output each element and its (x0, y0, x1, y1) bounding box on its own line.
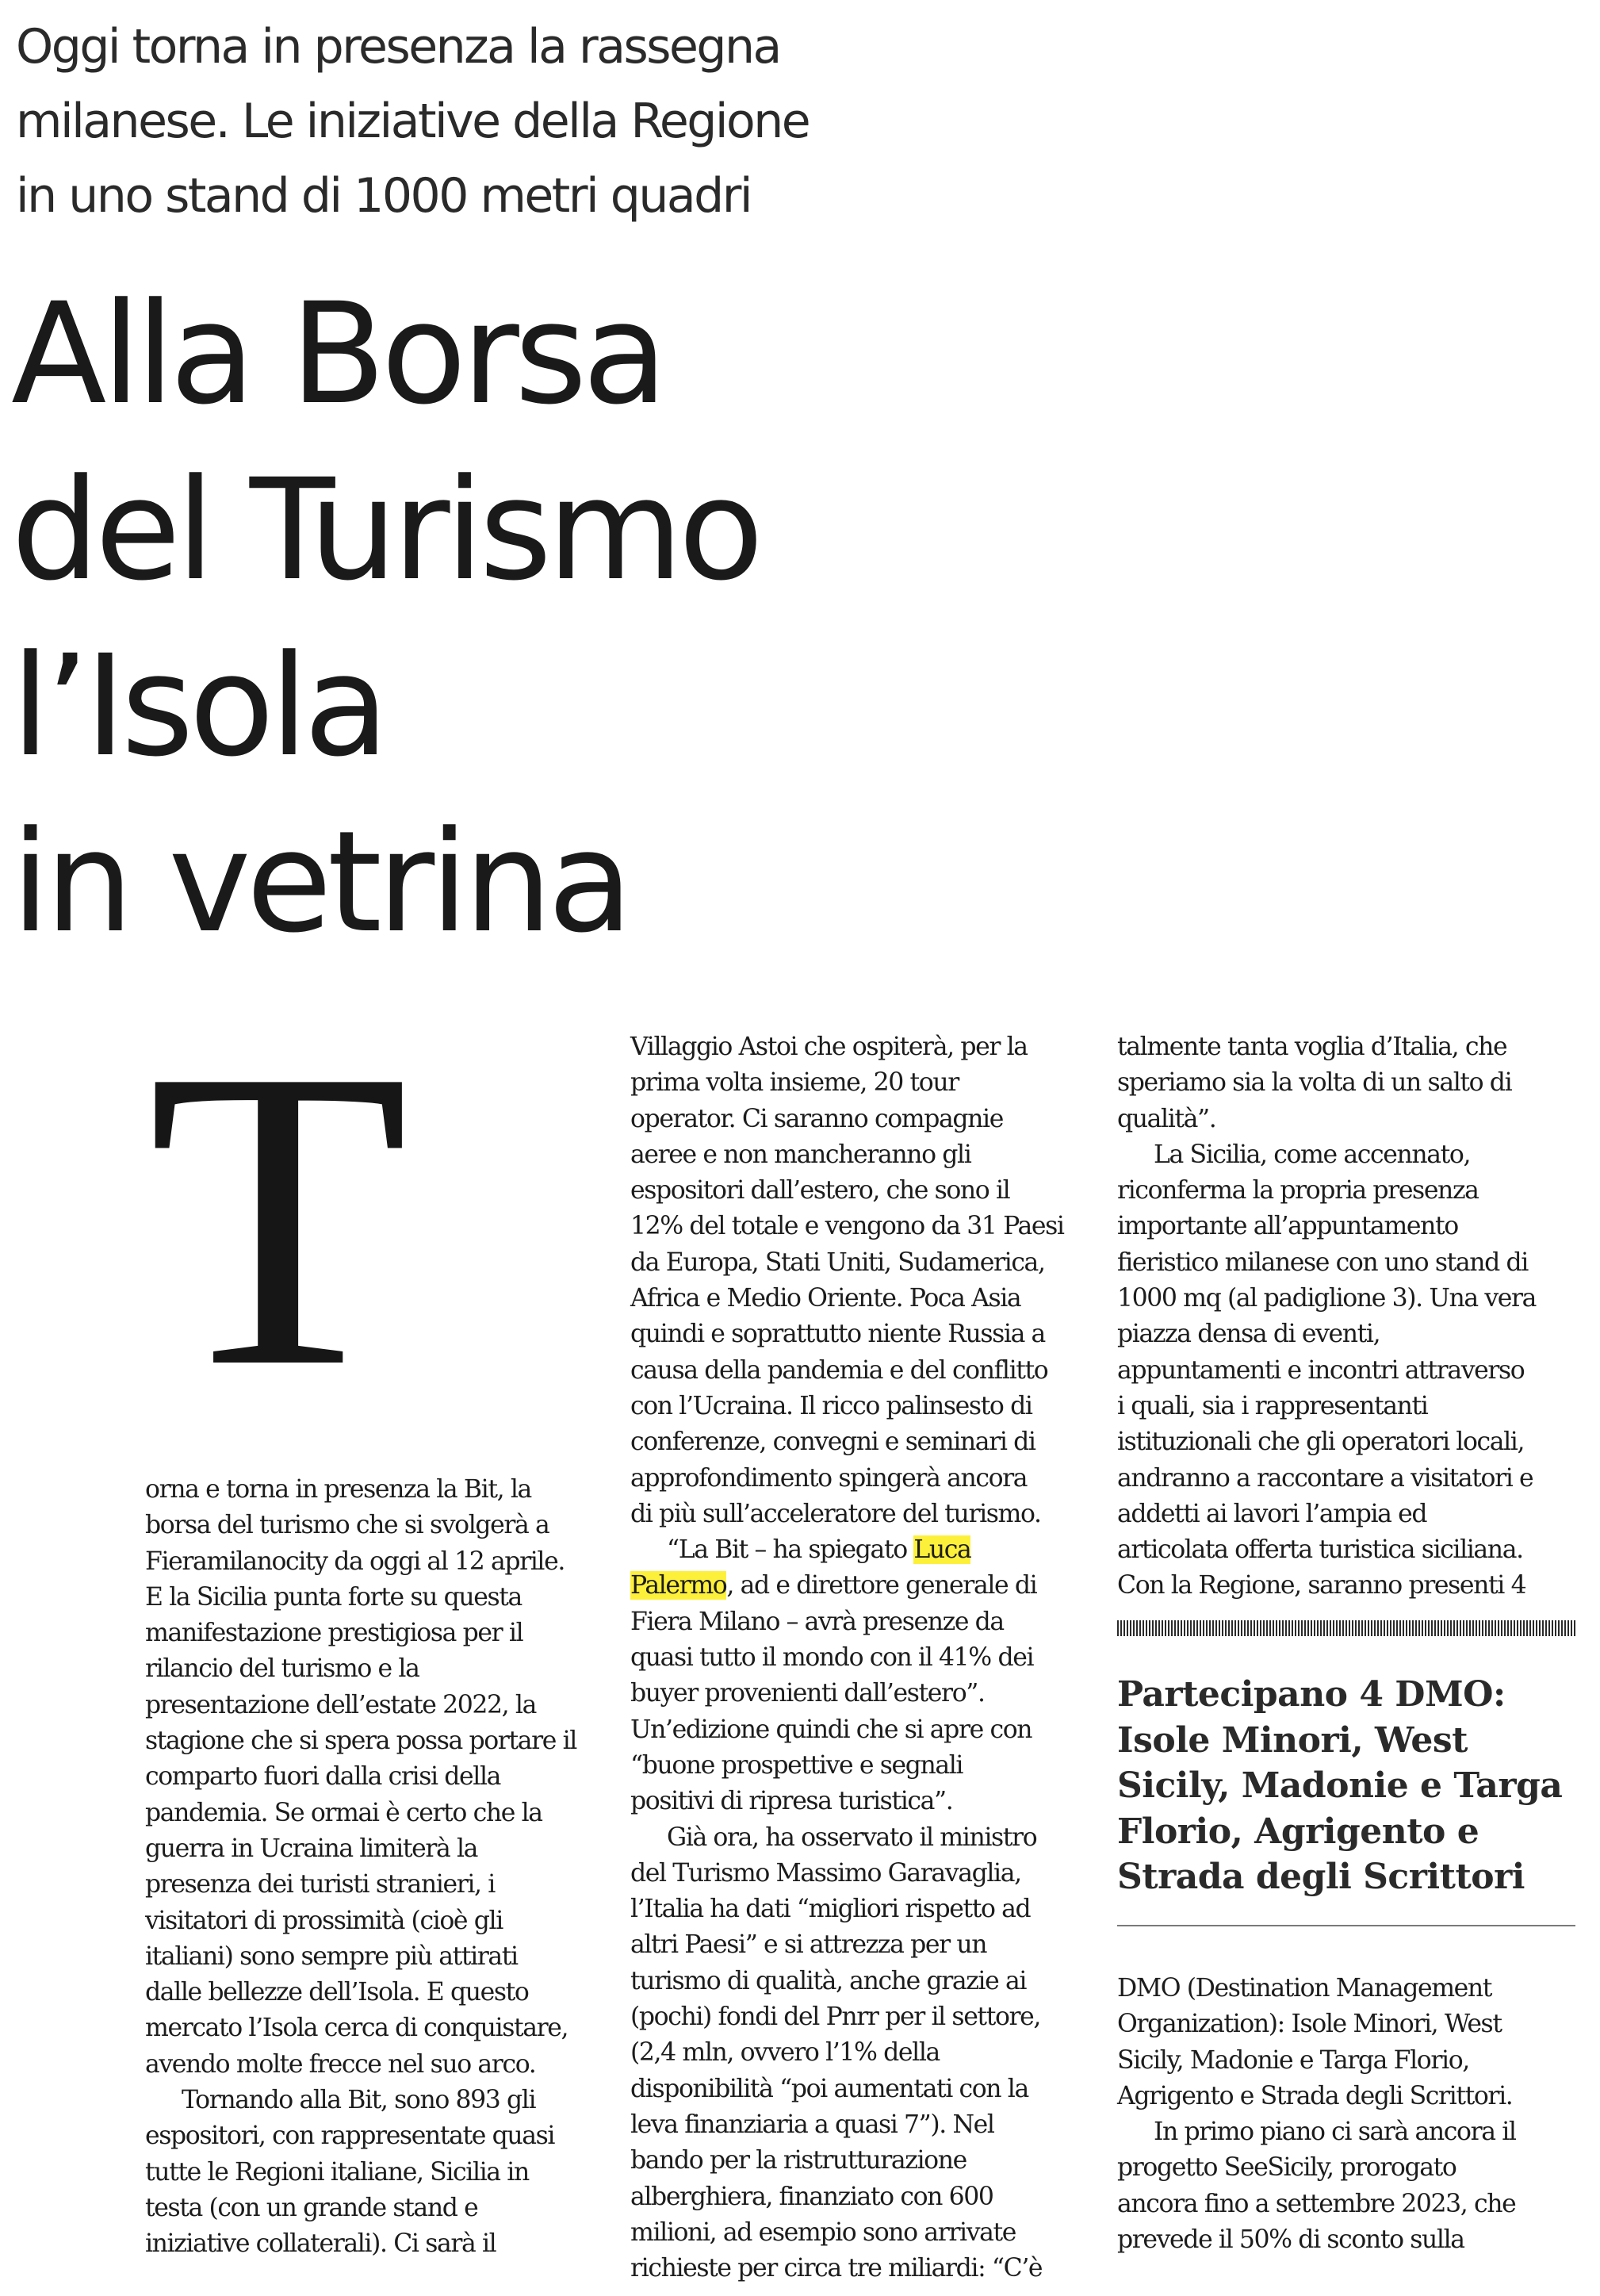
text-line: talmente tanta voglia d’Italia, che (1117, 1033, 1507, 1061)
text-line: causa della pandemia e del conflitto (630, 1355, 1048, 1385)
text-line: presenza dei turisti stranieri, i (145, 1870, 495, 1899)
sidebar-title-line: Partecipano 4 DMO: (1117, 1674, 1506, 1715)
article-headline (11, 266, 1042, 971)
text-line: quasi tutto il mondo con il 41% dei (630, 1643, 1034, 1673)
text-line: tutte le Regioni italiane, Sicilia in (145, 2157, 529, 2187)
text-line: Fiera Milano – avrà presenze da (630, 1607, 1004, 1636)
text-line: Agrigento e Strada degli Scrittori. (1117, 2081, 1513, 2110)
text-line: istituzionali che gli operatori locali, (1117, 1428, 1525, 1457)
text-line: borsa del turismo che si svolgerà a (145, 1511, 549, 1540)
text-line: (pochi) fondi del Pnrr per il settore, (630, 2003, 1041, 2032)
text-line: Palermo, ad e direttore generale di (630, 1571, 1037, 1600)
text-line: prima volta insieme, 20 tour (630, 1068, 959, 1098)
text-line: presentazione dell’estate 2022, la (145, 1690, 536, 1719)
highlighted-name: Luca (913, 1535, 971, 1565)
text-line: Già ora, ha osservato il ministro (667, 1823, 1037, 1852)
text-line: turismo di qualità, anche grazie ai (630, 1966, 1027, 1995)
text-line: approfondimento spingerà ancora (630, 1463, 1028, 1493)
text-line: pandemia. Se ormai è certo che la (145, 1798, 542, 1827)
text-line: piazza densa di eventi, (1117, 1320, 1380, 1349)
paragraph (1117, 1971, 1561, 2114)
headline-line: del Turismo (11, 449, 760, 611)
text-line: con l’Ucraina. Il ricco palinsesto di (630, 1391, 1032, 1420)
text-line: E la Sicilia punta forte su questa (145, 1582, 522, 1612)
text-line: testa (con un grande stand e (145, 2193, 478, 2222)
text-line: andranno a raccontare a visitatori e (1117, 1463, 1533, 1493)
paragraph (630, 1029, 1074, 1532)
headline-line: Alla Borsa (11, 273, 664, 435)
sidebar-rule (1117, 1925, 1575, 1926)
text-line: guerra in Ucraina limiterà la (145, 1834, 478, 1863)
paragraph (1117, 2114, 1561, 2258)
text-line: milioni, ad esempio sono arrivate (630, 2217, 1016, 2247)
text-line: 1000 mq (al padiglione 3). Una vera (1117, 1284, 1537, 1313)
text-line: espositori dall’estero, che sono il (630, 1176, 1010, 1205)
body-column-1 (145, 1472, 589, 2263)
text-line: progetto SeeSicily, prorogato (1117, 2153, 1456, 2183)
highlighted-name: Palermo (630, 1571, 727, 1600)
kicker-line: in uno stand di 1000 metri quadri (16, 168, 752, 224)
headline-line: in vetrina (11, 801, 629, 964)
text-line: “buone prospettive e segnali (630, 1750, 963, 1780)
article-kicker (16, 10, 1015, 233)
text-line: da Europa, Stati Uniti, Sudamerica, (630, 1248, 1045, 1277)
paragraph (145, 1472, 589, 2083)
sidebar-title-line: Florio, Agrigento e (1117, 1811, 1479, 1852)
text-line: Fieramilanocity da oggi al 12 aprile. (145, 1547, 565, 1576)
paragraph (630, 1532, 1074, 1819)
text-line: Organization): Isole Minori, West (1117, 2010, 1502, 2039)
text-line: disponibilità “poi aumentati con la (630, 2074, 1028, 2103)
text-line: riconferma la propria presenza (1117, 1176, 1479, 1205)
paragraph (145, 2083, 589, 2262)
text-line: La Sicilia, come accennato, (1154, 1140, 1471, 1169)
text-line: positivi di ripresa turistica”. (630, 1787, 953, 1816)
text-line: articolata offerta turistica siciliana. (1117, 1535, 1523, 1565)
text-line: iniziative collaterali). Ci sarà il (145, 2229, 496, 2259)
text-line: manifestazione prestigiosa per il (145, 1619, 523, 1648)
text-line: appuntamenti e incontri attraverso (1117, 1355, 1525, 1385)
text-line: orna e torna in presenza la Bit, la (145, 1475, 531, 1504)
kicker-line: Oggi torna in presenza la rassegna (16, 19, 780, 75)
sidebar-title-line: Isole Minori, West (1117, 1719, 1468, 1761)
text-line: Tornando alla Bit, sono 893 gli (182, 2086, 536, 2115)
paragraph (1117, 1137, 1561, 1604)
text-line: prevede il 50% di sconto sulla (1117, 2225, 1464, 2255)
text-line: buyer provenienti dall’estero”. (630, 1679, 985, 1708)
text-line: operator. Ci saranno compagnie (630, 1104, 1003, 1133)
text-line: mercato l’Isola cerca di conquistare, (145, 2014, 568, 2043)
text-line: qualità”. (1117, 1104, 1216, 1133)
text-line: Un’edizione quindi che si apre con (630, 1715, 1032, 1744)
text-line: avendo molte frecce nel suo arco. (145, 2049, 536, 2079)
sidebar-title (1117, 1672, 1585, 1900)
text-line: dalle bellezze dell’Isola. E questo (145, 1978, 529, 2007)
hatched-divider (1117, 1620, 1575, 1636)
kicker-line: milanese. Le iniziative della Regione (16, 94, 810, 149)
body-column-4 (1117, 1971, 1561, 2258)
text-line: i quali, sia i rappresentanti (1117, 1391, 1428, 1420)
text-line: rilancio del turismo e la (145, 1654, 419, 1684)
text-line: italiani) sono sempre più attirati (145, 1941, 518, 1971)
text-line: Africa e Medio Oriente. Poca Asia (630, 1284, 1021, 1313)
text-line: Sicily, Madonie e Targa Florio, (1117, 2045, 1469, 2075)
text-line: 12% del totale e vengono da 31 Paesi (630, 1212, 1064, 1241)
paragraph (1117, 1029, 1561, 1137)
text-line: ancora fino a settembre 2023, che (1117, 2189, 1516, 2218)
text-line: quindi e soprattutto niente Russia a (630, 1320, 1045, 1349)
sidebar-title-line: Sicily, Madonie e Targa (1117, 1765, 1563, 1806)
text-line: aeree e non mancheranno gli (630, 1140, 971, 1169)
text-line: l’Italia ha dati “migliori rispetto ad (630, 1895, 1031, 1924)
text-line: conferenze, convegni e seminari di (630, 1428, 1035, 1457)
text-line: addetti ai lavori l’ampia ed (1117, 1499, 1427, 1528)
drop-cap: T (147, 981, 409, 1455)
text-line: alberghiera, finanziato con 600 (630, 2182, 993, 2211)
text-line: speriamo sia la volta di un salto di (1117, 1068, 1512, 1098)
text-line: Villaggio Astoi che ospiterà, per la (630, 1033, 1028, 1061)
text-line: di più sull’acceleratore del turismo. (630, 1499, 1041, 1528)
text-line: espositori, con rappresentate quasi (145, 2122, 555, 2151)
paragraph (630, 1820, 1074, 2287)
text-line: richieste per circa tre miliardi: “C’è (630, 2254, 1043, 2283)
body-column-2 (630, 1029, 1074, 2286)
text-line: In primo piano ci sarà ancora il (1154, 2118, 1516, 2147)
text-line: DMO (Destination Management (1117, 1974, 1492, 2003)
body-column-3 (1117, 1029, 1561, 1604)
text-line: del Turismo Massimo Garavaglia, (630, 1858, 1021, 1888)
text-line: Con la Regione, saranno presenti 4 (1117, 1571, 1526, 1600)
text-line: visitatori di prossimità (cioè gli (145, 1906, 503, 1935)
text-line: fieristico milanese con uno stand di (1117, 1248, 1528, 1277)
text-line: importante all’appuntamento (1117, 1212, 1458, 1241)
text-line: altri Paesi” e si attrezza per un (630, 1930, 987, 1960)
text-line: bando per la ristrutturazione (630, 2146, 967, 2175)
headline-line: l’Isola (11, 625, 385, 788)
text-line: comparto fuori dalla crisi della (145, 1762, 501, 1792)
text-line: leva finanziaria a quasi 7”). Nel (630, 2110, 994, 2139)
text-line: (2,4 mln, ovvero l’1% della (630, 2038, 940, 2068)
text-line: “La Bit – ha spiegato Luca (667, 1535, 971, 1565)
text-line: stagione che si spera possa portare il (145, 1727, 576, 1756)
sidebar-title-line: Strada degli Scrittori (1117, 1857, 1525, 1897)
